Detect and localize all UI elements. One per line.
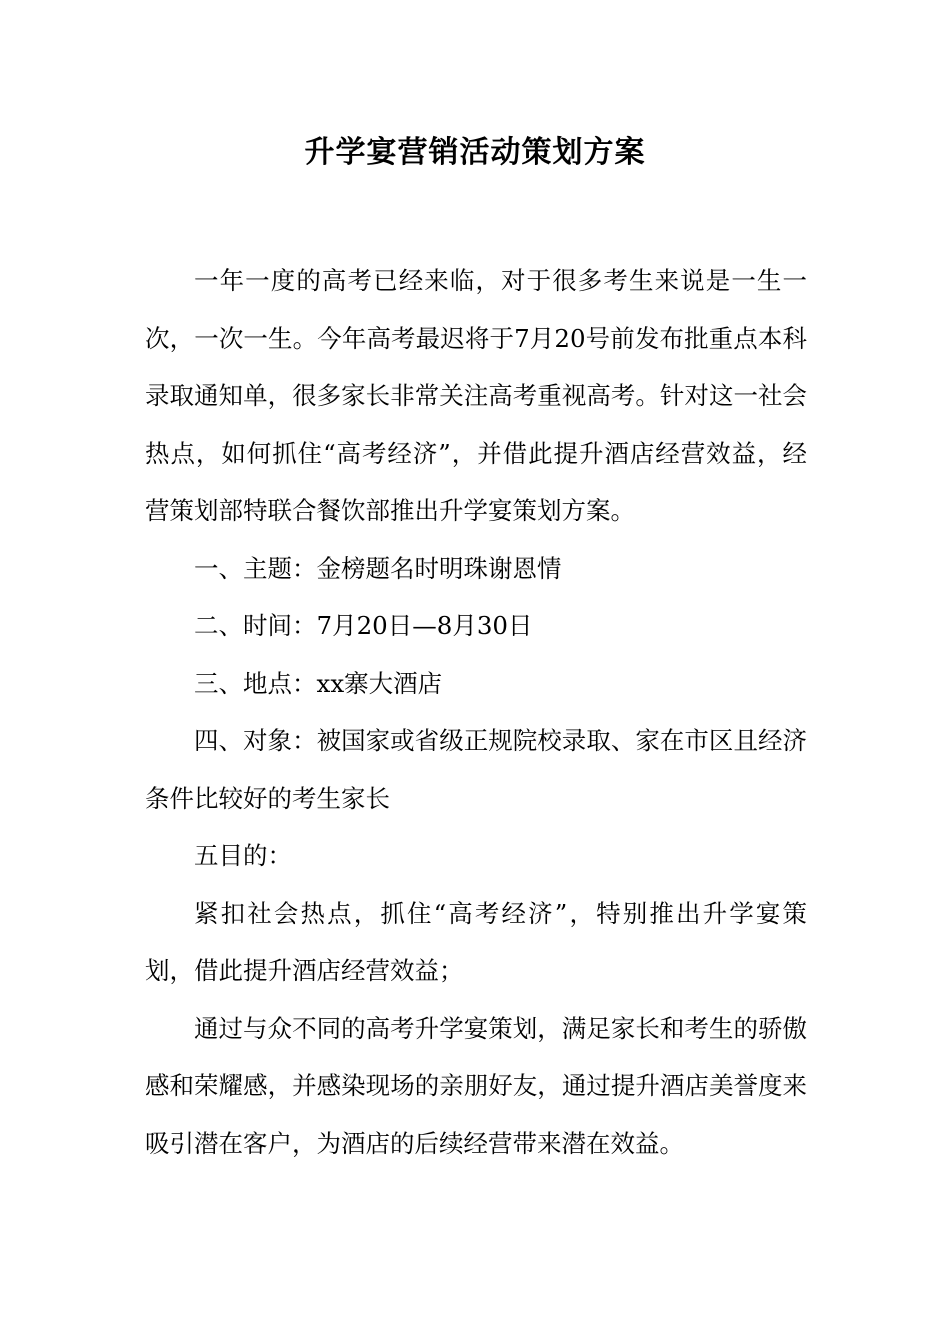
paragraph-theme: 一、主题：金榜题名时明珠谢恩情: [194, 553, 562, 583]
paragraph-purpose-2: 通过与众不同的高考升学宴策划，满足家长和考生的骄傲感和荣耀感，并感染现场的亲朋好友，通过提升酒店美誉度来吸引潜在客户，为酒店的后续经营带来潜在效益。: [145, 1013, 807, 1158]
paragraph-audience: 四、对象：被国家或省级正规院校录取、家在市区且经济条件比较好的考生家长: [145, 726, 807, 813]
paragraph-intro: 一年一度的高考已经来临，对于很多考生来说是一生一次，一次一生。今年高考最迟将于7月20号前发布批重点本科录取通知单，很多家长非常关注高考重视高考。针对这一社会热点，如何抓住“高考经济”，并借此提升酒店经营效益，经营策划部特联合餐饮部推出升学宴策划方案。: [145, 266, 807, 525]
paragraph-location: 三、地点：xx寨大酒店: [194, 668, 443, 698]
paragraph-time: 二、时间：7月20日—8月30日: [194, 611, 533, 640]
paragraph-purpose-1: 紧扣社会热点，抓住“高考经济”，特别推出升学宴策划，借此提升酒店经营效益；: [145, 898, 807, 985]
paragraph-purpose-heading: 五目的：: [194, 841, 292, 870]
document-body: [145, 252, 807, 1172]
document-title: 升学宴营销活动策划方案: [304, 135, 646, 170]
